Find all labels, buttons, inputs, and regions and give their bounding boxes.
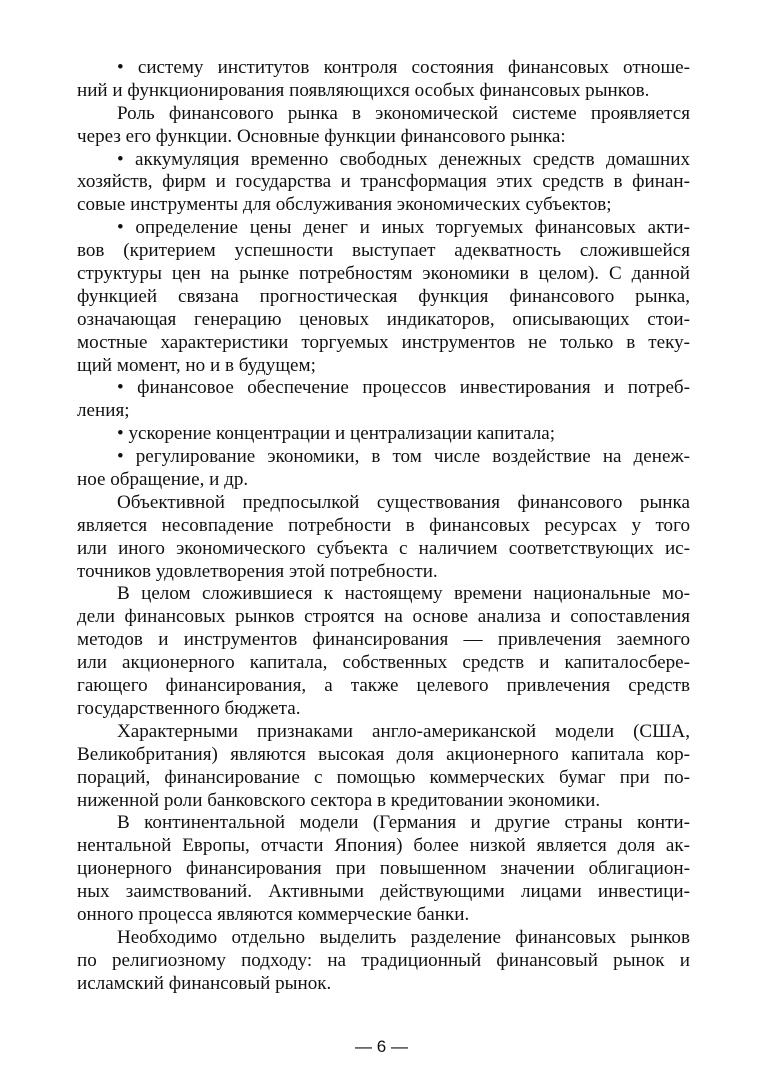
paragraph [77, 103, 690, 149]
text-line: методов и инструментов финансирования — привлечения заемного [77, 629, 690, 651]
text-line: • аккумуляция временно свободных денежных средств домашних [117, 148, 690, 170]
paragraph [77, 583, 690, 720]
paragraph [77, 927, 690, 996]
text-line: точников удовлетворения этой потребности. [77, 560, 438, 582]
page-body [77, 57, 690, 996]
text-line: • регулирование экономики, в том числе воздействие на денеж- [117, 446, 690, 468]
text-line: • ускорение концентрации и централизации капитала; [117, 423, 556, 445]
text-line: ления; [77, 400, 130, 422]
text-line: вов (критерием успешности выступает адекватность сложившейся [77, 240, 690, 262]
text-line: В целом сложившиеся к настоящему времени национальные мо- [117, 583, 690, 605]
text-line: по религиозному подходу: на традиционный финансовый рынок и [77, 949, 690, 971]
text-line: функцией связана прогностическая функция финансового рынка, [77, 285, 690, 307]
text-line: хозяйств, фирм и государства и трансформация этих средств в финан- [77, 171, 690, 193]
bullet-item [77, 446, 690, 492]
text-line: или иного экономического субъекта с наличием соответствующих ис- [77, 537, 690, 559]
text-line: мостные характеристики торгуемых инструментов не только в теку- [77, 331, 690, 353]
text-line: ниженной роли банковского сектора в кредитовании экономики. [77, 789, 601, 811]
text-line: Объективной предпосылкой существования финансового рынка [117, 491, 690, 513]
text-line: исламский финансовый рынок. [77, 972, 332, 994]
text-line: означающая генерацию ценовых индикаторов, описывающих стои- [77, 308, 690, 330]
text-line: Великобритания) являются высокая доля акционерного капитала кор- [77, 743, 690, 765]
text-line: Роль финансового рынка в экономической системе проявляется [117, 102, 690, 124]
text-line: нентальной Европы, отчасти Япония) более низкой является доля ак- [77, 835, 690, 857]
page-number: — 6 — [355, 1037, 408, 1056]
text-line: гающего финансирования, а также целевого привлечения средств [77, 675, 690, 697]
text-line: В континентальной модели (Германия и другие страны конти- [117, 812, 690, 834]
text-line: онного процесса являются коммерческие банки. [77, 903, 470, 925]
text-line: ционерного финансирования при повышенном значении облигацион- [77, 858, 690, 880]
text-line: или акционерного капитала, собственных средств и капиталосбере- [77, 652, 690, 674]
bullet-item [77, 377, 690, 423]
text-line: ное обращение, и др. [77, 469, 249, 491]
text-line: • систему институтов контроля состояния финансовых отноше- [117, 57, 690, 78]
paragraph [77, 492, 690, 584]
text-line: совые инструменты для обслуживания экономических субъектов; [77, 194, 612, 216]
bullet-item [77, 57, 690, 103]
paragraph [77, 812, 690, 926]
bullet-item [77, 149, 690, 218]
text-line: • определение цены денег и иных торгуемых финансовых акти- [117, 217, 690, 239]
text-line: через его функции. Основные функции финансового рынка: [77, 125, 566, 147]
text-line: является несовпадение потребности в финансовых ресурсах у того [77, 514, 690, 536]
bullet-item [77, 217, 690, 377]
text-line: дели финансовых рынков строятся на основе анализа и сопоставления [77, 606, 690, 628]
bullet-item [77, 423, 690, 446]
text-line: Характерными признаками англо-американской модели (США, [117, 720, 690, 742]
text-line: государственного бюджета. [77, 697, 301, 719]
text-line: пораций, финансирование с помощью коммерческих бумаг при по- [77, 766, 690, 788]
text-line: Необходимо отдельно выделить разделение финансовых рынков [117, 926, 690, 948]
text-line: щий момент, но и в будущем; [77, 354, 316, 376]
paragraph [77, 721, 690, 813]
text-line: структуры цен на рынке потребностям экономики в целом). С данной [77, 263, 690, 285]
text-line: • финансовое обеспечение процессов инвестирования и потреб- [117, 377, 690, 399]
text-line: ных заимствований. Активными действующими лицами инвестици- [77, 881, 690, 903]
text-line: ний и функционирования появляющихся особых финансовых рынков. [77, 79, 650, 101]
